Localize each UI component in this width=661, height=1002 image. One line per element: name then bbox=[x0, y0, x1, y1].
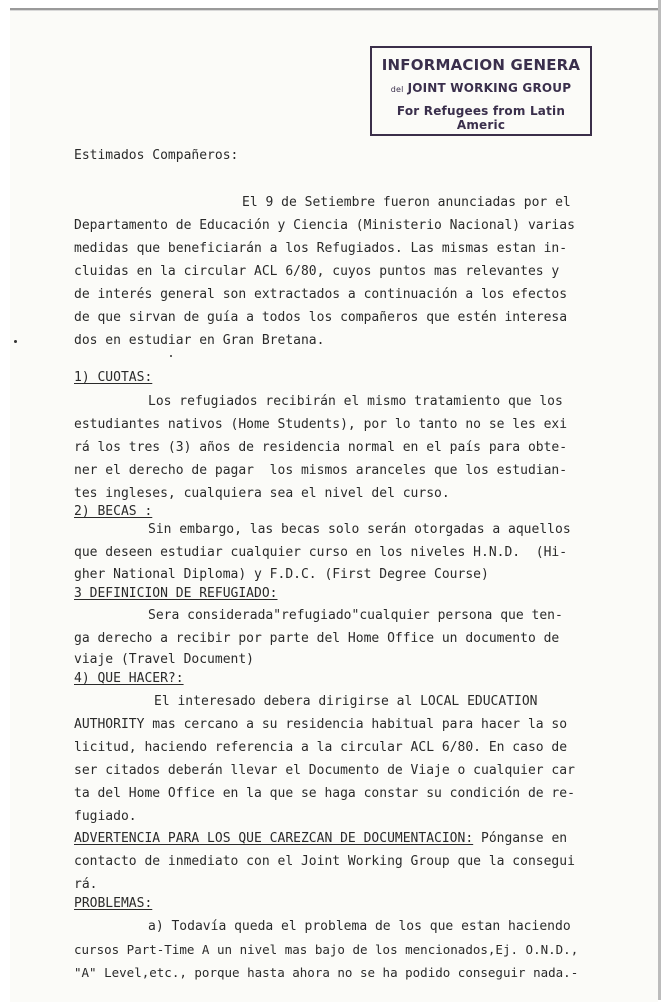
intro-line: de interés general son extractados a continuación a los efectos bbox=[74, 287, 568, 302]
definicion-line: viaje (Travel Document) bbox=[74, 652, 255, 667]
cuotas-line: ner el derecho de pagar los mismos aranceles que los estudian- bbox=[74, 463, 568, 478]
stamp-line-2-prefix: del bbox=[390, 85, 404, 94]
que-hacer-line: fugiado. bbox=[74, 809, 137, 824]
stamp-line-2-text: JOINT WORKING GROUP bbox=[407, 81, 572, 95]
speck-mark bbox=[170, 355, 172, 357]
section-heading-advertencia: ADVERTENCIA PARA LOS QUE CAREZCAN DE DOCUMENTACION: bbox=[74, 831, 474, 846]
section-heading-que-hacer: 4) QUE HACER?: bbox=[74, 671, 184, 686]
section-heading-becas: 2) BECAS : bbox=[74, 504, 153, 519]
que-hacer-line: licitud, haciendo referencia a la circular ACL 6/80. En caso de bbox=[74, 740, 568, 755]
section-heading-definicion: 3 DEFINICION DE REFUGIADO: bbox=[74, 586, 278, 601]
becas-line: que deseen estudiar cualquier curso en los niveles H.N.D. (Hi- bbox=[74, 545, 568, 560]
intro-line: Departamento de Educación y Ciencia (Ministerio Nacional) varias bbox=[74, 218, 575, 233]
cuotas-line: rá los tres (3) años de residencia normal en el país para obte- bbox=[74, 440, 568, 455]
advertencia-line bbox=[74, 830, 567, 848]
becas-line: Sin embargo, las becas solo serán otorgadas a aquellos bbox=[148, 522, 571, 537]
section-heading-problemas: PROBLEMAS: bbox=[74, 896, 153, 911]
definicion-line: ga derecho a recibir por parte del Home Office un documento de bbox=[74, 631, 560, 646]
problemas-line: "A" Level,etc., porque hasta ahora no se ha podido conseguir nada.- bbox=[74, 965, 579, 980]
que-hacer-line: ta del Home Office en la que se haga constar su condición de re- bbox=[74, 786, 575, 801]
que-hacer-line: ser citados deberán llevar el Documento de Viaje o cualquier car bbox=[74, 763, 575, 778]
intro-line: dos en estudiar en Gran Bretana. bbox=[74, 333, 325, 348]
stamp-line-1: INFORMACION GENERA bbox=[381, 56, 581, 74]
intro-line: de que sirvan de guía a todos los compañeros que estén interesa bbox=[74, 310, 568, 325]
advertencia-line: contacto de inmediato con el Joint Working Group que la consegui bbox=[74, 854, 575, 869]
stamp-line-3: For Refugees from Latin Americ bbox=[396, 104, 566, 132]
cuotas-line: tes ingleses, cualquiera sea el nivel del curso. bbox=[74, 486, 450, 501]
problemas-line: cursos Part-Time A un nivel mas bajo de los mencionados,Ej. O.N.D., bbox=[74, 942, 579, 957]
definicion-line: Sera considerada"refugiado"cualquier persona que ten- bbox=[148, 608, 563, 623]
intro-line: cluidas en la circular ACL 6/80, cuyos puntos mas relevantes y bbox=[74, 264, 560, 279]
speck-mark bbox=[14, 340, 17, 343]
becas-line: gher National Diploma) y F.D.C. (First Degree Course) bbox=[74, 567, 489, 582]
cuotas-line: estudiantes nativos (Home Students), por lo tanto no se les exi bbox=[74, 417, 568, 432]
problemas-line: a) Todavía queda el problema de los que estan haciendo bbox=[148, 919, 571, 934]
advertencia-line: rá. bbox=[74, 877, 98, 892]
advertencia-tail: Pónganse en bbox=[473, 831, 568, 846]
section-heading-cuotas: 1) CUOTAS: bbox=[74, 370, 153, 385]
intro-line: medidas que beneficiarán a los Refugiados. Las mismas estan in- bbox=[74, 241, 568, 256]
intro-line: El 9 de Setiembre fueron anunciadas por el bbox=[242, 195, 571, 210]
scan-margin-left bbox=[0, 0, 10, 1000]
que-hacer-line: AUTHORITY mas cercano a su residencia habitual para hacer la so bbox=[74, 717, 568, 732]
cuotas-line: Los refugiados recibirán el mismo tratamiento que los bbox=[148, 394, 563, 409]
que-hacer-line: El interesado debera dirigirse al LOCAL EDUCATION bbox=[154, 694, 538, 709]
organization-stamp bbox=[370, 46, 592, 136]
greeting: Estimados Compañeros: bbox=[74, 148, 239, 163]
stamp-line-2 bbox=[372, 81, 590, 95]
